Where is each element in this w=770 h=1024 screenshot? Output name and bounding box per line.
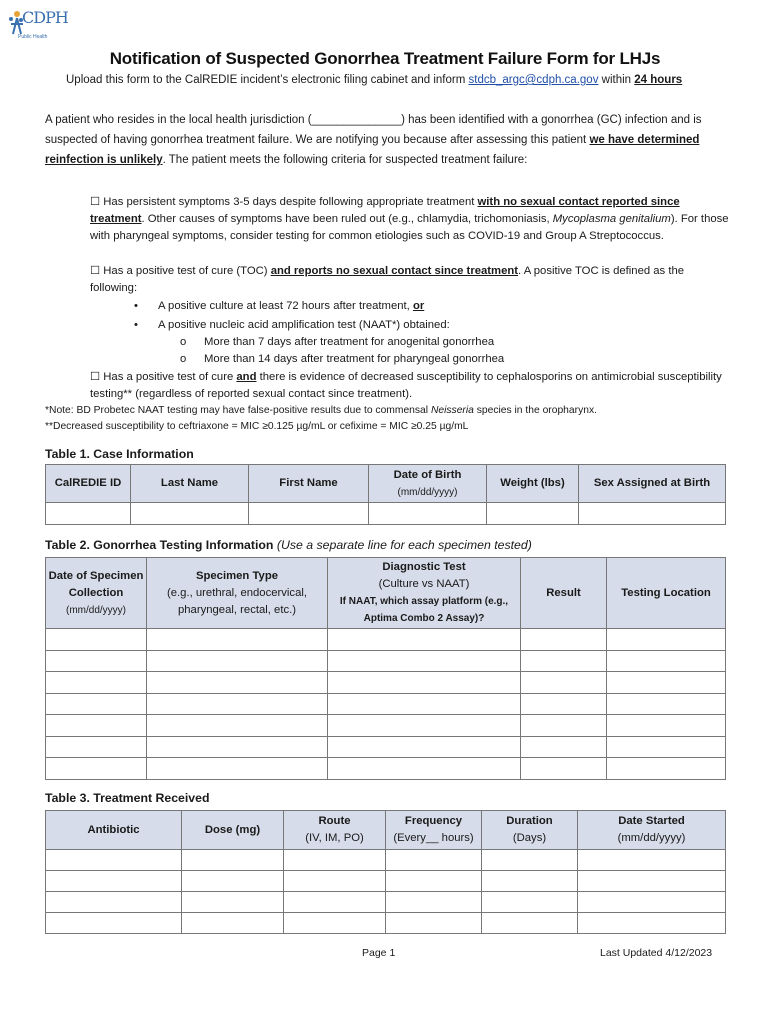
cell[interactable]	[46, 693, 147, 715]
frequency-hint: (Every__ hours)	[393, 832, 474, 844]
col-date-of-birth	[369, 465, 487, 503]
table-row	[46, 758, 726, 780]
criterion-3-text: ☐ Has a positive test of cure	[90, 371, 234, 383]
cell[interactable]	[521, 715, 607, 737]
intro-emphasis: we have determined reinfection is unlikely	[45, 134, 700, 167]
page-title: Notification of Suspected Gonorrhea Treatment Failure Form for LHJs	[109, 49, 661, 68]
table-row	[46, 629, 726, 651]
cell[interactable]	[46, 758, 147, 780]
col-frequency	[386, 811, 482, 850]
col-calredie-id: CalREDIE ID	[46, 465, 131, 503]
dob-label: Date of Birth	[393, 468, 462, 481]
sub-bullet: o	[180, 336, 187, 348]
cell[interactable]	[328, 672, 521, 694]
bullet-text: A positive culture at least 72 hours after treatment,	[158, 300, 410, 312]
cell[interactable]	[386, 871, 482, 892]
sub-list-item	[180, 351, 504, 368]
table-1-title: Table 1. Case Information	[45, 447, 194, 461]
frequency-label: Frequency	[404, 815, 463, 827]
criterion-persistent-symptoms[interactable]	[90, 194, 730, 245]
cell[interactable]	[607, 629, 726, 651]
criterion-positive-toc[interactable]	[90, 263, 730, 297]
sub-bullet-text: More than 7 days after treatment for anogenital gonorrhea	[204, 336, 495, 348]
footnote-mic: **Decreased susceptibility to ceftriaxone = MIC ≥0.125 µg/mL or cefixime = MIC ≥0.25 µg/mL	[45, 421, 469, 432]
col-date-started	[578, 811, 726, 850]
col-specimen-type	[147, 558, 328, 629]
cell[interactable]	[328, 693, 521, 715]
cell[interactable]	[147, 672, 328, 694]
assay-platform-hint: If NAAT, which assay platform (e.g., Aptima Combo 2 Assay)?	[339, 596, 509, 624]
specimen-date-format: (mm/dd/yyyy)	[66, 604, 126, 616]
cell[interactable]	[521, 672, 607, 694]
cell[interactable]	[284, 850, 386, 871]
cell[interactable]	[46, 629, 147, 651]
col-antibiotic: Antibiotic	[46, 811, 182, 850]
table-3-title: Table 3. Treatment Received	[45, 791, 210, 805]
upload-mid: within	[601, 74, 632, 86]
cell[interactable]	[607, 672, 726, 694]
cell[interactable]	[521, 693, 607, 715]
cell[interactable]	[182, 871, 284, 892]
list-item	[134, 317, 450, 334]
date-started-label: Date Started	[618, 815, 685, 827]
cell[interactable]	[46, 650, 147, 672]
cell[interactable]	[482, 892, 578, 913]
cell[interactable]	[328, 715, 521, 737]
sex-cell[interactable]	[579, 503, 726, 525]
col-last-name: Last Name	[131, 465, 249, 503]
cell[interactable]	[46, 850, 182, 871]
col-result: Result	[521, 558, 607, 629]
criterion-1-text-b: . Other causes of symptoms have been ruled out (e.g., chlamydia, trichomoniasis,	[141, 213, 550, 225]
cell[interactable]	[182, 913, 284, 934]
cell[interactable]	[578, 913, 726, 934]
cell[interactable]	[147, 715, 328, 737]
cell[interactable]	[147, 629, 328, 651]
cell[interactable]	[482, 913, 578, 934]
specimen-type-hint: (e.g., urethral, endocervical, pharyngeal, rectal, etc.)	[166, 586, 308, 616]
logo-subtext: Public Health	[18, 34, 48, 40]
cell[interactable]	[328, 629, 521, 651]
treatment-received-table	[45, 810, 726, 934]
table-row	[46, 892, 726, 913]
intro-text-2: . The patient meets the following criteria for suspected treatment failure:	[162, 154, 528, 167]
col-route	[284, 811, 386, 850]
cell[interactable]	[482, 871, 578, 892]
cell[interactable]	[607, 650, 726, 672]
table-2-title-note: (Use a separate line for each specimen tested)	[276, 538, 532, 552]
cell[interactable]	[607, 736, 726, 758]
criterion-decreased-susceptibility[interactable]	[90, 369, 730, 403]
cell[interactable]	[328, 736, 521, 758]
cell[interactable]	[46, 715, 147, 737]
bullet: •	[134, 300, 138, 312]
table-row	[46, 672, 726, 694]
specimen-date-label: Date of Specimen Collection	[48, 569, 144, 599]
cell[interactable]	[328, 758, 521, 780]
col-sex-assigned: Sex Assigned at Birth	[579, 465, 726, 503]
table-row	[46, 913, 726, 934]
criterion-3-emphasis: and	[236, 371, 257, 383]
col-specimen-date	[46, 558, 147, 629]
table-row	[46, 503, 726, 525]
dob-cell[interactable]	[369, 503, 487, 525]
route-hint: (IV, IM, PO)	[305, 832, 364, 844]
weight-cell[interactable]	[487, 503, 579, 525]
sub-list-item	[180, 334, 494, 351]
cell[interactable]	[46, 892, 182, 913]
list-item	[134, 298, 424, 315]
criterion-1-text: ☐ Has persistent symptoms 3-5 days despite following appropriate treatment	[90, 196, 475, 208]
case-information-table	[45, 464, 726, 525]
criterion-2-text: ☐ Has a positive test of cure (TOC)	[90, 265, 268, 277]
cell[interactable]	[147, 736, 328, 758]
email-link[interactable]: stdcb_argc@cdph.ca.gov	[468, 74, 599, 86]
cell[interactable]	[607, 693, 726, 715]
footnote-italic: Neisseria	[430, 405, 474, 416]
diagnostic-test-hint: (Culture vs NAAT)	[378, 578, 470, 590]
table-row	[46, 850, 726, 871]
cell[interactable]	[46, 913, 182, 934]
cell[interactable]	[521, 736, 607, 758]
cell[interactable]	[147, 693, 328, 715]
specimen-type-label: Specimen Type	[195, 569, 279, 582]
dob-format: (mm/dd/yyyy)	[397, 486, 458, 498]
criterion-1-text-c: ). For those with pharyngeal symptoms, consider testing for common etiologies such as COVID-19 and Group A Streptococcus.	[90, 213, 729, 242]
logo-text: CDPH	[22, 8, 68, 27]
cell[interactable]	[147, 758, 328, 780]
criterion-3-text-b: there is evidence of decreased susceptibility to cephalosporins on antimicrobial susceptibility testing** (regardless of reported sexual contact since treatment).	[90, 371, 722, 400]
intro-text-1: A patient who resides in the local health jurisdiction (______________) has been identified with a gonorrhea (GC) infection and is suspected of having gonorrhea treatment failure. We are notifying you because after assessing this patient	[45, 114, 702, 147]
gonorrhea-testing-table	[45, 557, 726, 780]
upload-instructions	[66, 74, 682, 86]
criterion-2-text-b: . A positive TOC is defined as the following:	[90, 265, 685, 294]
cell[interactable]	[578, 850, 726, 871]
cell[interactable]	[328, 650, 521, 672]
diagnostic-test-label: Diagnostic Test	[382, 561, 466, 573]
table-2-title	[45, 538, 532, 552]
cell[interactable]	[284, 913, 386, 934]
cell[interactable]	[521, 629, 607, 651]
cell[interactable]	[147, 650, 328, 672]
cell[interactable]	[578, 871, 726, 892]
col-weight: Weight (lbs)	[487, 465, 579, 503]
cell[interactable]	[182, 892, 284, 913]
footnote-text: *Note: BD Probetec NAAT testing may have false-positive results due to commensal	[45, 405, 429, 416]
first-name-cell[interactable]	[249, 503, 369, 525]
sub-bullet: o	[180, 353, 187, 365]
col-diagnostic-test	[328, 558, 521, 629]
footnote-text-b: species in the oropharynx.	[476, 405, 597, 416]
duration-hint: (Days)	[512, 832, 547, 844]
cell[interactable]	[521, 758, 607, 780]
table-row	[46, 650, 726, 672]
footnote-naat	[45, 405, 597, 416]
col-duration	[482, 811, 578, 850]
cell[interactable]	[386, 850, 482, 871]
criterion-2-emphasis: and reports no sexual contact since treatment	[270, 265, 519, 277]
deadline: 24 hours	[634, 74, 683, 86]
cell[interactable]	[578, 892, 726, 913]
cell[interactable]	[46, 736, 147, 758]
cell[interactable]	[607, 758, 726, 780]
date-started-format: (mm/dd/yyyy)	[617, 832, 686, 844]
route-label: Route	[318, 815, 351, 827]
criterion-1-emphasis: with no sexual contact reported since treatment	[90, 196, 680, 225]
cell[interactable]	[482, 850, 578, 871]
cell[interactable]	[521, 650, 607, 672]
col-testing-location: Testing Location	[607, 558, 726, 629]
bullet-text: A positive nucleic acid amplification test (NAAT*) obtained:	[158, 319, 450, 331]
bullet: •	[134, 319, 138, 331]
bullet-emphasis: or	[412, 300, 425, 312]
cell[interactable]	[386, 913, 482, 934]
cell[interactable]	[182, 850, 284, 871]
intro-paragraph	[45, 110, 735, 171]
table-2-title-text: Table 2. Gonorrhea Testing Information	[45, 538, 274, 552]
col-dose: Dose (mg)	[182, 811, 284, 850]
criterion-1-italic: Mycoplasma genitalium	[552, 213, 671, 225]
cell[interactable]	[46, 672, 147, 694]
calredie-id-cell[interactable]	[46, 503, 131, 525]
last-updated: Last Updated 4/12/2023	[600, 947, 713, 959]
col-first-name: First Name	[249, 465, 369, 503]
page-number: Page 1	[362, 947, 396, 959]
table-row	[46, 871, 726, 892]
cell[interactable]	[284, 892, 386, 913]
duration-label: Duration	[506, 815, 553, 827]
table-row	[46, 736, 726, 758]
cell[interactable]	[46, 871, 182, 892]
cdph-logo	[8, 6, 68, 42]
table-row	[46, 715, 726, 737]
cell[interactable]	[386, 892, 482, 913]
table-row	[46, 693, 726, 715]
sub-bullet-text: More than 14 days after treatment for pharyngeal gonorrhea	[204, 353, 505, 365]
last-name-cell[interactable]	[131, 503, 249, 525]
cell[interactable]	[284, 871, 386, 892]
cell[interactable]	[607, 715, 726, 737]
upload-prefix: Upload this form to the CalREDIE incident’s electronic filing cabinet and inform	[66, 74, 466, 86]
